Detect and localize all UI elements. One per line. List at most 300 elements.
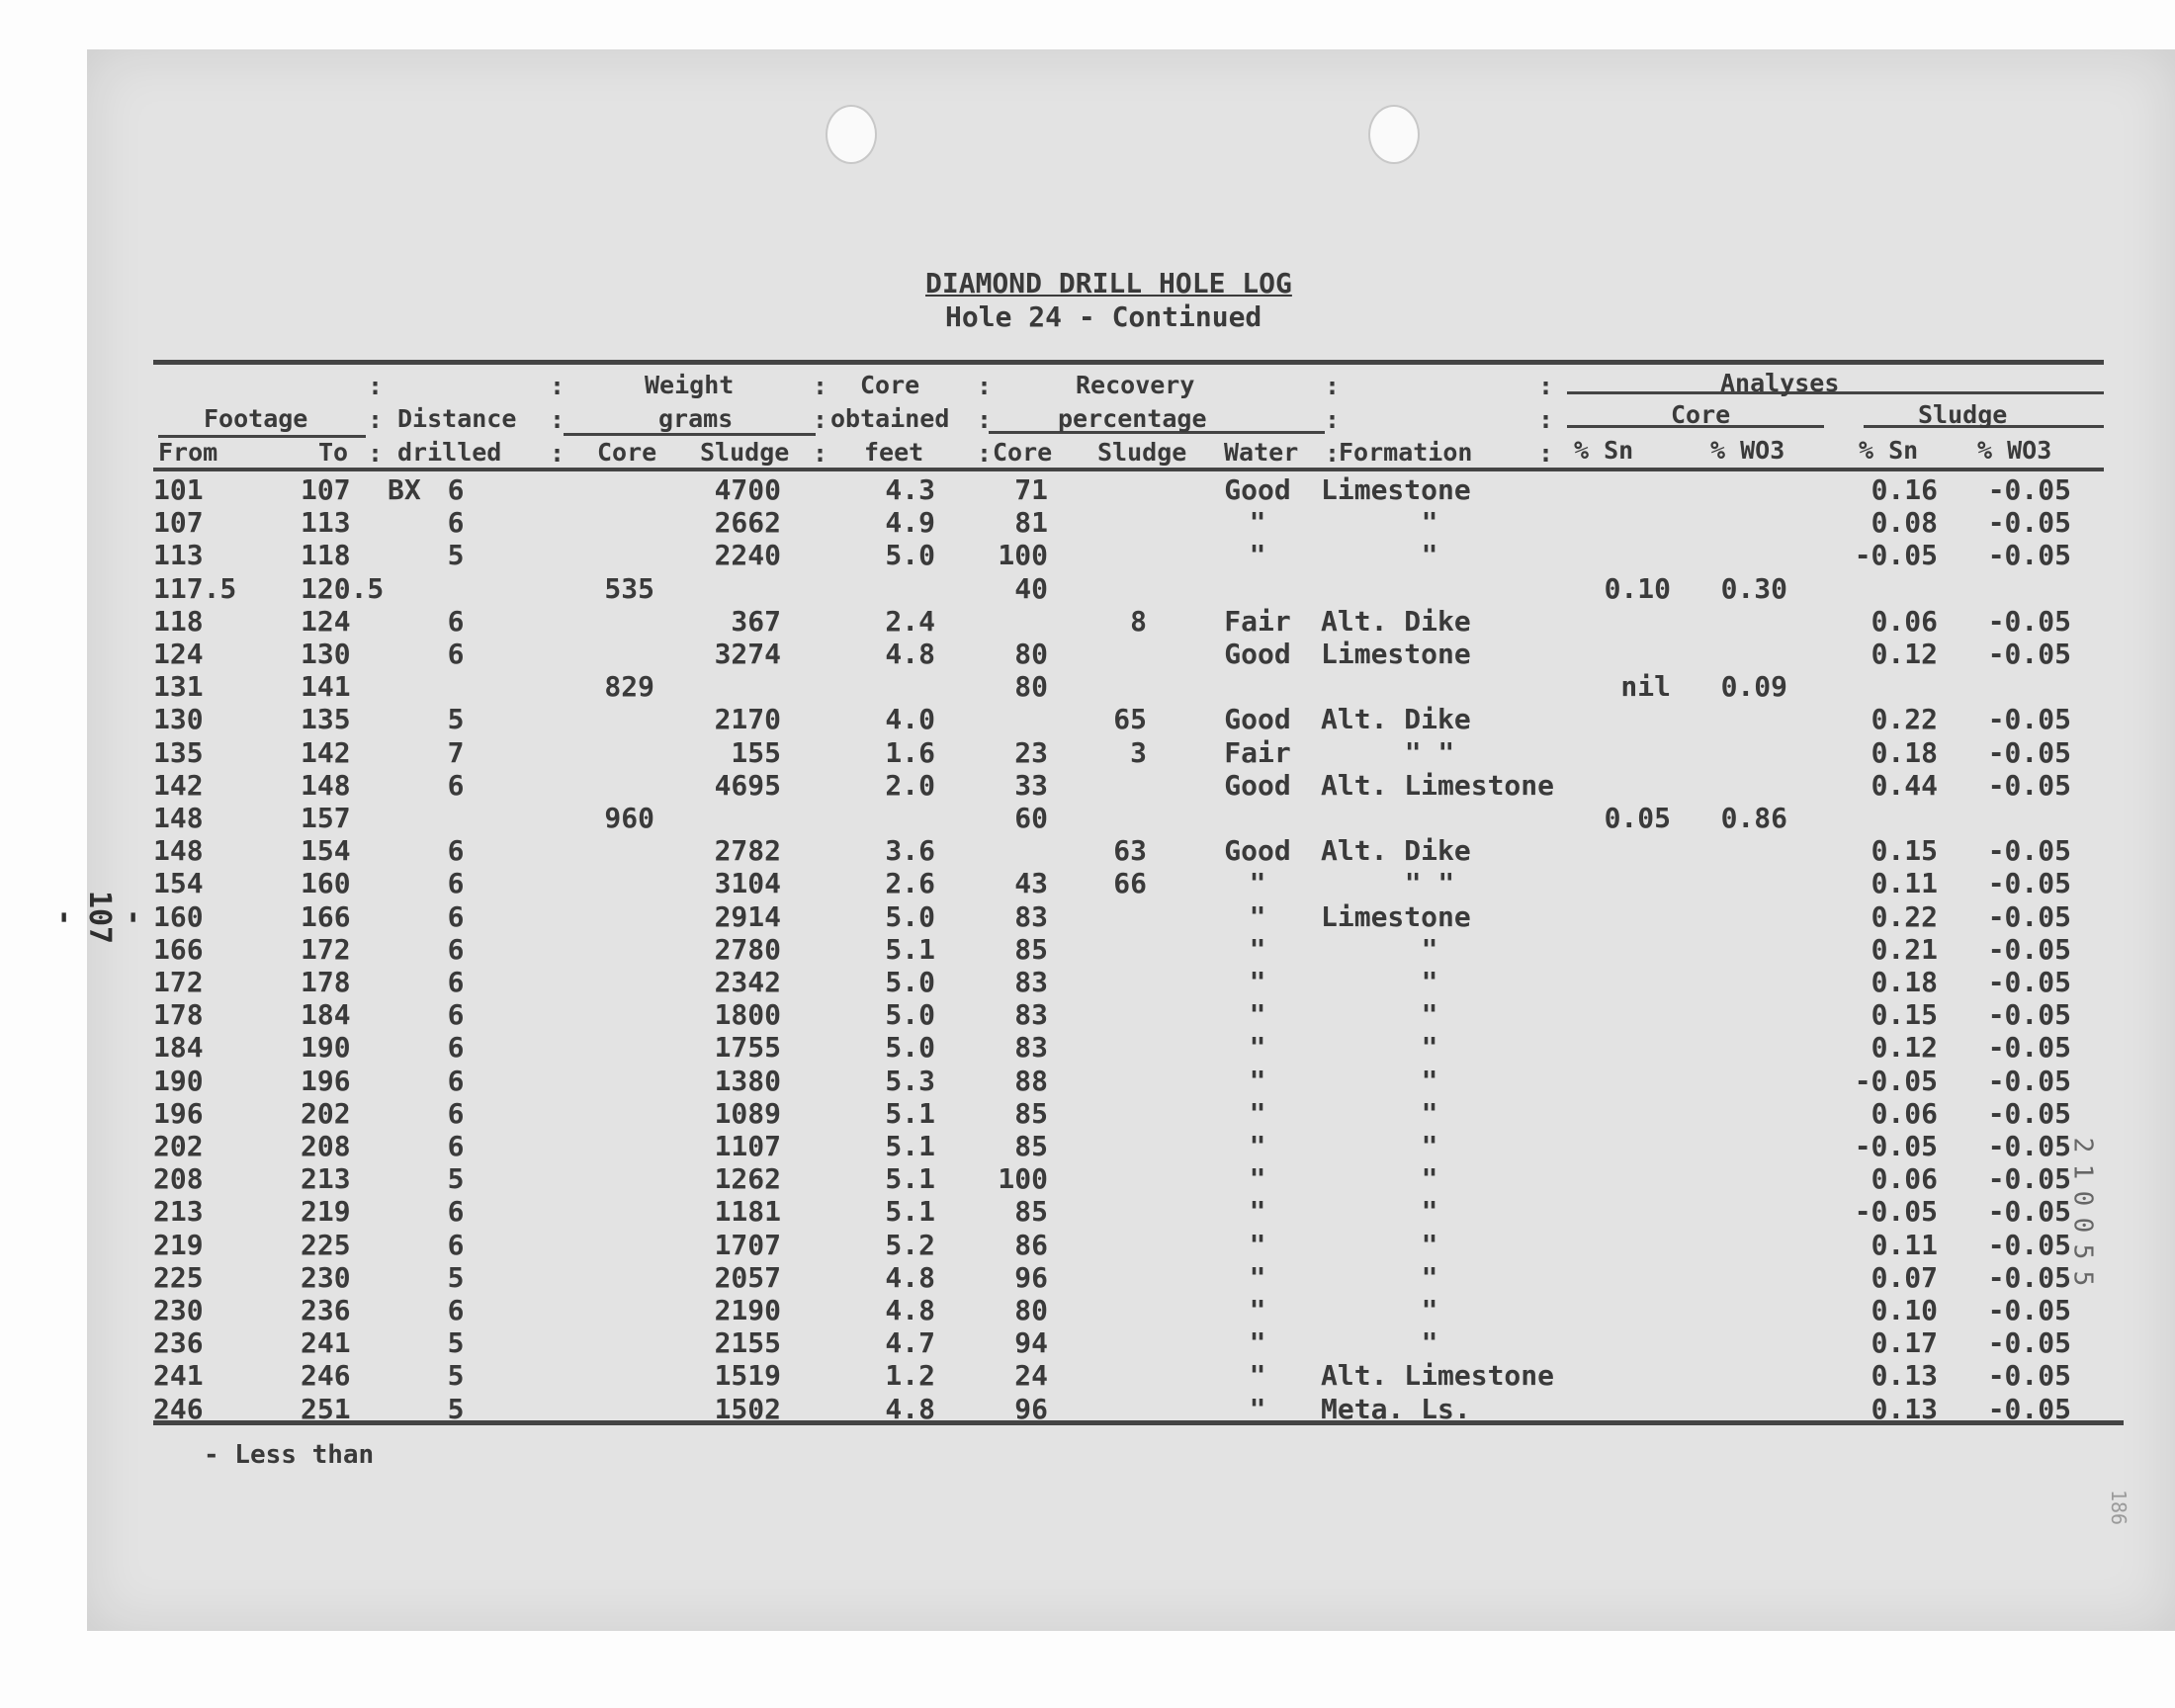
cell-c-sn: 0.05 bbox=[1604, 802, 1671, 834]
cell-w-sludge: 155 bbox=[731, 736, 781, 769]
cell-s-wo3: -0.05 bbox=[1987, 1294, 2071, 1326]
cell-r-sludge: 63 bbox=[1113, 834, 1147, 867]
separator-colons-5: : : : bbox=[1325, 372, 1341, 468]
cell-r-core: 81 bbox=[1014, 506, 1048, 539]
cell-from: 246 bbox=[153, 1393, 204, 1425]
margin-digit: 0 bbox=[2067, 1190, 2098, 1207]
header-distance: Distance bbox=[397, 404, 517, 433]
cell-s-sn: 0.15 bbox=[1870, 834, 1938, 867]
cell-to: 230 bbox=[301, 1261, 351, 1294]
cell-to: 225 bbox=[301, 1229, 351, 1261]
header-obtained: obtained bbox=[830, 404, 950, 433]
cell-s-wo3: -0.05 bbox=[1987, 998, 2071, 1031]
cell-feet: 4.9 bbox=[885, 506, 935, 539]
cell-s-sn: 0.13 bbox=[1870, 1359, 1938, 1392]
header-analyses: Analyses bbox=[1720, 369, 1840, 397]
cell-s-sn: 0.11 bbox=[1870, 1229, 1938, 1261]
cell-formation: " " bbox=[1404, 736, 1455, 769]
margin-digit: 2 bbox=[2067, 1137, 2098, 1153]
cell-dist: 6 bbox=[447, 867, 465, 899]
cell-s-sn: 0.06 bbox=[1870, 605, 1938, 638]
cell-to: 178 bbox=[301, 966, 351, 998]
cell-r-core: 71 bbox=[1014, 473, 1048, 506]
cell-feet: 5.3 bbox=[885, 1065, 935, 1097]
cell-water: Good bbox=[1224, 473, 1291, 506]
cell-feet: 4.8 bbox=[885, 638, 935, 670]
cell-s-wo3: -0.05 bbox=[1987, 1130, 2071, 1162]
cell-dist: 5 bbox=[447, 703, 465, 735]
cell-water: " bbox=[1249, 1195, 1266, 1228]
cell-from: 241 bbox=[153, 1359, 204, 1392]
cell-r-core: 88 bbox=[1014, 1065, 1048, 1097]
cell-feet: 2.6 bbox=[885, 867, 935, 899]
cell-feet: 5.1 bbox=[885, 1195, 935, 1228]
cell-water: Good bbox=[1224, 638, 1291, 670]
header-core-wo3: % WO3 bbox=[1710, 436, 1785, 465]
cell-s-wo3: -0.05 bbox=[1987, 834, 2071, 867]
cell-s-sn: -0.05 bbox=[1854, 1130, 1938, 1162]
cell-dist: 5 bbox=[447, 1162, 465, 1195]
cell-s-sn: -0.05 bbox=[1854, 539, 1938, 571]
page-number: - 107 - bbox=[47, 890, 151, 945]
cell-dist: 6 bbox=[447, 473, 465, 506]
cell-r-core: 40 bbox=[1014, 572, 1048, 605]
cell-feet: 3.6 bbox=[885, 834, 935, 867]
cell-from: 113 bbox=[153, 539, 204, 571]
cell-to: 124 bbox=[301, 605, 351, 638]
margin-digit: 5 bbox=[2067, 1270, 2098, 1287]
cell-s-sn: 0.18 bbox=[1870, 736, 1938, 769]
cell-to: 120.5 bbox=[301, 572, 385, 605]
cell-w-sludge: 1502 bbox=[714, 1393, 781, 1425]
cell-to: 202 bbox=[301, 1097, 351, 1130]
cell-r-core: 85 bbox=[1014, 1130, 1048, 1162]
cell-w-sludge: 1755 bbox=[714, 1031, 781, 1064]
cell-water: Good bbox=[1224, 834, 1291, 867]
cell-formation: " bbox=[1421, 1294, 1438, 1326]
cell-formation: " bbox=[1421, 1031, 1438, 1064]
cell-dist: 5 bbox=[447, 1393, 465, 1425]
margin-digit: 0 bbox=[2067, 1217, 2098, 1234]
cell-s-wo3: -0.05 bbox=[1987, 1261, 2071, 1294]
cell-water: " bbox=[1249, 966, 1266, 998]
cell-w-sludge: 367 bbox=[731, 605, 781, 638]
cell-s-sn: 0.21 bbox=[1870, 933, 1938, 966]
cell-bx: BX bbox=[388, 473, 421, 506]
cell-dist: 5 bbox=[447, 1261, 465, 1294]
cell-formation: Meta. Ls. bbox=[1321, 1393, 1471, 1425]
document-subtitle: Hole 24 - Continued bbox=[945, 300, 1262, 333]
cell-water: " bbox=[1249, 1031, 1266, 1064]
cell-r-core: 85 bbox=[1014, 1097, 1048, 1130]
cell-w-core: 829 bbox=[604, 670, 654, 703]
cell-from: 178 bbox=[153, 998, 204, 1031]
cell-from: 154 bbox=[153, 867, 204, 899]
cell-dist: 5 bbox=[447, 1359, 465, 1392]
cell-r-core: 100 bbox=[998, 539, 1048, 571]
cell-from: 142 bbox=[153, 769, 204, 802]
cell-w-sludge: 2190 bbox=[714, 1294, 781, 1326]
header-sludge-sn: % Sn bbox=[1859, 436, 1919, 465]
cell-w-sludge: 1519 bbox=[714, 1359, 781, 1392]
cell-feet: 4.7 bbox=[885, 1326, 935, 1359]
cell-water: Fair bbox=[1224, 736, 1291, 769]
cell-s-wo3: -0.05 bbox=[1987, 1065, 2071, 1097]
cell-c-sn: nil bbox=[1620, 670, 1671, 703]
punch-hole-left bbox=[826, 105, 877, 164]
cell-s-wo3: -0.05 bbox=[1987, 736, 2071, 769]
cell-from: 190 bbox=[153, 1065, 204, 1097]
cell-formation: " bbox=[1421, 1097, 1438, 1130]
separator-colons-3: : : : bbox=[813, 372, 828, 468]
cell-s-wo3: -0.05 bbox=[1987, 966, 2071, 998]
cell-w-sludge: 2057 bbox=[714, 1261, 781, 1294]
cell-formation: " bbox=[1421, 966, 1438, 998]
cell-to: 157 bbox=[301, 802, 351, 834]
cell-dist: 6 bbox=[447, 605, 465, 638]
cell-s-sn: 0.44 bbox=[1870, 769, 1938, 802]
cell-w-sludge: 3274 bbox=[714, 638, 781, 670]
cell-water: " bbox=[1249, 1097, 1266, 1130]
cell-s-wo3: -0.05 bbox=[1987, 703, 2071, 735]
cell-s-sn: -0.05 bbox=[1854, 1065, 1938, 1097]
cell-from: 225 bbox=[153, 1261, 204, 1294]
header-weight-core: Core bbox=[597, 438, 657, 467]
cell-w-sludge: 1707 bbox=[714, 1229, 781, 1261]
cell-to: 190 bbox=[301, 1031, 351, 1064]
cell-water: " bbox=[1249, 1261, 1266, 1294]
cell-w-sludge: 4695 bbox=[714, 769, 781, 802]
cell-dist: 5 bbox=[447, 539, 465, 571]
cell-s-sn: 0.13 bbox=[1870, 1393, 1938, 1425]
cell-dist: 6 bbox=[447, 1195, 465, 1228]
cell-to: 219 bbox=[301, 1195, 351, 1228]
cell-s-wo3: -0.05 bbox=[1987, 473, 2071, 506]
cell-water: " bbox=[1249, 867, 1266, 899]
cell-s-wo3: -0.05 bbox=[1987, 1162, 2071, 1195]
cell-water: " bbox=[1249, 1359, 1266, 1392]
cell-s-wo3: -0.05 bbox=[1987, 1326, 2071, 1359]
cell-w-sludge: 1181 bbox=[714, 1195, 781, 1228]
cell-s-sn: 0.06 bbox=[1870, 1097, 1938, 1130]
cell-r-core: 96 bbox=[1014, 1393, 1048, 1425]
cell-to: 246 bbox=[301, 1359, 351, 1392]
cell-s-sn: 0.16 bbox=[1870, 473, 1938, 506]
cell-from: 148 bbox=[153, 802, 204, 834]
cell-from: 148 bbox=[153, 834, 204, 867]
table-top-rule bbox=[153, 360, 2104, 365]
header-recovery-core: Core bbox=[993, 438, 1053, 467]
cell-w-sludge: 4700 bbox=[714, 473, 781, 506]
cell-to: 213 bbox=[301, 1162, 351, 1195]
cell-formation: " bbox=[1421, 1130, 1438, 1162]
header-drilled: drilled bbox=[397, 438, 502, 467]
cell-dist: 6 bbox=[447, 1065, 465, 1097]
cell-feet: 4.8 bbox=[885, 1261, 935, 1294]
cell-to: 251 bbox=[301, 1393, 351, 1425]
cell-to: 172 bbox=[301, 933, 351, 966]
cell-s-sn: 0.12 bbox=[1870, 1031, 1938, 1064]
cell-to: 208 bbox=[301, 1130, 351, 1162]
cell-dist: 6 bbox=[447, 1294, 465, 1326]
cell-s-sn: 0.10 bbox=[1870, 1294, 1938, 1326]
cell-from: 230 bbox=[153, 1294, 204, 1326]
footnote-less-than: - Less than bbox=[204, 1440, 375, 1470]
cell-from: 196 bbox=[153, 1097, 204, 1130]
cell-to: 107 bbox=[301, 473, 351, 506]
cell-formation: " bbox=[1421, 933, 1438, 966]
cell-r-core: 33 bbox=[1014, 769, 1048, 802]
cell-r-core: 83 bbox=[1014, 966, 1048, 998]
cell-to: 166 bbox=[301, 900, 351, 933]
cell-s-sn: 0.22 bbox=[1870, 900, 1938, 933]
cell-s-wo3: -0.05 bbox=[1987, 506, 2071, 539]
cell-dist: 7 bbox=[447, 736, 465, 769]
cell-r-core: 43 bbox=[1014, 867, 1048, 899]
cell-dist: 6 bbox=[447, 834, 465, 867]
cell-from: 219 bbox=[153, 1229, 204, 1261]
cell-dist: 6 bbox=[447, 1031, 465, 1064]
cell-to: 160 bbox=[301, 867, 351, 899]
cell-c-wo3: 0.30 bbox=[1720, 572, 1787, 605]
cell-formation: Limestone bbox=[1321, 638, 1471, 670]
header-sludge-wo3: % WO3 bbox=[1977, 436, 2052, 465]
cell-formation: Alt. Limestone bbox=[1321, 1359, 1555, 1392]
cell-formation: Alt. Dike bbox=[1321, 605, 1471, 638]
cell-from: 130 bbox=[153, 703, 204, 735]
cell-to: 236 bbox=[301, 1294, 351, 1326]
cell-formation: " bbox=[1421, 1326, 1438, 1359]
cell-water: " bbox=[1249, 900, 1266, 933]
cell-r-core: 86 bbox=[1014, 1229, 1048, 1261]
cell-feet: 5.1 bbox=[885, 1130, 935, 1162]
cell-feet: 5.2 bbox=[885, 1229, 935, 1261]
header-core-sn: % Sn bbox=[1574, 436, 1634, 465]
cell-to: 196 bbox=[301, 1065, 351, 1097]
cell-to: 154 bbox=[301, 834, 351, 867]
cell-r-core: 85 bbox=[1014, 1195, 1048, 1228]
punch-hole-right bbox=[1368, 105, 1420, 164]
cell-s-sn: 0.18 bbox=[1870, 966, 1938, 998]
cell-w-sludge: 2155 bbox=[714, 1326, 781, 1359]
cell-c-wo3: 0.86 bbox=[1720, 802, 1787, 834]
cell-to: 141 bbox=[301, 670, 351, 703]
cell-r-sludge: 3 bbox=[1130, 736, 1147, 769]
cell-r-core: 80 bbox=[1014, 670, 1048, 703]
cell-feet: 4.0 bbox=[885, 703, 935, 735]
cell-from: 118 bbox=[153, 605, 204, 638]
cell-feet: 1.6 bbox=[885, 736, 935, 769]
cell-s-wo3: -0.05 bbox=[1987, 1229, 2071, 1261]
cell-w-sludge: 2782 bbox=[714, 834, 781, 867]
cell-s-sn: 0.11 bbox=[1870, 867, 1938, 899]
cell-from: 131 bbox=[153, 670, 204, 703]
header-water: Water bbox=[1224, 438, 1299, 467]
cell-c-sn: 0.10 bbox=[1604, 572, 1671, 605]
cell-feet: 1.2 bbox=[885, 1359, 935, 1392]
header-feet: feet bbox=[864, 438, 924, 467]
cell-feet: 5.0 bbox=[885, 900, 935, 933]
cell-formation: " bbox=[1421, 1195, 1438, 1228]
cell-feet: 5.0 bbox=[885, 998, 935, 1031]
cell-water: " bbox=[1249, 539, 1266, 571]
cell-feet: 2.0 bbox=[885, 769, 935, 802]
cell-feet: 5.0 bbox=[885, 966, 935, 998]
cell-to: 130 bbox=[301, 638, 351, 670]
header-footage: Footage bbox=[204, 404, 308, 433]
cell-formation: " bbox=[1421, 998, 1438, 1031]
cell-to: 184 bbox=[301, 998, 351, 1031]
cell-s-sn: 0.17 bbox=[1870, 1326, 1938, 1359]
header-analyses-sludge: Sludge bbox=[1918, 400, 2008, 429]
document-title: DIAMOND DRILL HOLE LOG bbox=[925, 267, 1292, 299]
header-formation: Formation bbox=[1339, 438, 1473, 467]
cell-from: 208 bbox=[153, 1162, 204, 1195]
cell-feet: 4.8 bbox=[885, 1294, 935, 1326]
cell-w-sludge: 2914 bbox=[714, 900, 781, 933]
cell-s-sn: 0.07 bbox=[1870, 1261, 1938, 1294]
cell-dist: 5 bbox=[447, 1326, 465, 1359]
cell-to: 135 bbox=[301, 703, 351, 735]
cell-s-wo3: -0.05 bbox=[1987, 867, 2071, 899]
cell-water: " bbox=[1249, 1393, 1266, 1425]
cell-r-core: 100 bbox=[998, 1162, 1048, 1195]
cell-from: 101 bbox=[153, 473, 204, 506]
cell-to: 113 bbox=[301, 506, 351, 539]
cell-r-core: 83 bbox=[1014, 998, 1048, 1031]
cell-s-wo3: -0.05 bbox=[1987, 900, 2071, 933]
cell-s-wo3: -0.05 bbox=[1987, 638, 2071, 670]
cell-dist: 6 bbox=[447, 769, 465, 802]
cell-w-sludge: 2780 bbox=[714, 933, 781, 966]
cell-from: 184 bbox=[153, 1031, 204, 1064]
cell-water: Good bbox=[1224, 769, 1291, 802]
cell-formation: " bbox=[1421, 1261, 1438, 1294]
cell-to: 118 bbox=[301, 539, 351, 571]
cell-water: " bbox=[1249, 1229, 1266, 1261]
cell-s-wo3: -0.05 bbox=[1987, 1097, 2071, 1130]
header-weight-sludge: Sludge bbox=[700, 438, 790, 467]
cell-s-sn: 0.06 bbox=[1870, 1162, 1938, 1195]
cell-formation: " bbox=[1421, 1065, 1438, 1097]
header-grams: grams bbox=[658, 404, 734, 433]
cell-r-core: 60 bbox=[1014, 802, 1048, 834]
cell-feet: 5.0 bbox=[885, 539, 935, 571]
cell-water: Good bbox=[1224, 703, 1291, 735]
cell-water: " bbox=[1249, 1130, 1266, 1162]
cell-formation: " bbox=[1421, 1162, 1438, 1195]
cell-dist: 6 bbox=[447, 900, 465, 933]
cell-w-sludge: 2170 bbox=[714, 703, 781, 735]
cell-feet: 4.8 bbox=[885, 1393, 935, 1425]
cell-from: 124 bbox=[153, 638, 204, 670]
cell-s-wo3: -0.05 bbox=[1987, 933, 2071, 966]
cell-dist: 6 bbox=[447, 506, 465, 539]
header-to: To bbox=[318, 438, 349, 467]
cell-s-wo3: -0.05 bbox=[1987, 769, 2071, 802]
margin-handwritten-digits bbox=[2062, 1132, 2102, 1290]
cell-formation: " " bbox=[1404, 867, 1455, 899]
cell-c-wo3: 0.09 bbox=[1720, 670, 1787, 703]
cell-dist: 6 bbox=[447, 933, 465, 966]
cell-from: 135 bbox=[153, 736, 204, 769]
cell-s-wo3: -0.05 bbox=[1987, 1031, 2071, 1064]
cell-r-core: 83 bbox=[1014, 1031, 1048, 1064]
cell-formation: Alt. Dike bbox=[1321, 703, 1471, 735]
cell-water: " bbox=[1249, 1162, 1266, 1195]
cell-w-core: 535 bbox=[604, 572, 654, 605]
cell-water: " bbox=[1249, 933, 1266, 966]
cell-feet: 5.1 bbox=[885, 1162, 935, 1195]
cell-to: 142 bbox=[301, 736, 351, 769]
separator-colons-2: : : : bbox=[550, 372, 566, 468]
cell-r-core: 23 bbox=[1014, 736, 1048, 769]
cell-r-sludge: 8 bbox=[1130, 605, 1147, 638]
cell-from: 172 bbox=[153, 966, 204, 998]
cell-w-sludge: 1262 bbox=[714, 1162, 781, 1195]
cell-formation: Limestone bbox=[1321, 900, 1471, 933]
cell-feet: 4.3 bbox=[885, 473, 935, 506]
header-recovery: Recovery bbox=[1076, 371, 1195, 399]
header-weight: Weight bbox=[645, 371, 735, 399]
cell-r-core: 83 bbox=[1014, 900, 1048, 933]
cell-dist: 6 bbox=[447, 1229, 465, 1261]
cell-w-sludge: 1800 bbox=[714, 998, 781, 1031]
cell-s-wo3: -0.05 bbox=[1987, 1393, 2071, 1425]
separator-colons-6: : : : bbox=[1538, 372, 1554, 468]
cell-r-core: 96 bbox=[1014, 1261, 1048, 1294]
cell-w-sludge: 1380 bbox=[714, 1065, 781, 1097]
cell-water: Fair bbox=[1224, 605, 1291, 638]
cell-s-sn: 0.22 bbox=[1870, 703, 1938, 735]
cell-feet: 5.1 bbox=[885, 933, 935, 966]
cell-r-core: 24 bbox=[1014, 1359, 1048, 1392]
margin-digit: 5 bbox=[2067, 1243, 2098, 1260]
cell-water: " bbox=[1249, 1065, 1266, 1097]
cell-w-sludge: 2342 bbox=[714, 966, 781, 998]
cell-w-sludge: 1107 bbox=[714, 1130, 781, 1162]
cell-s-wo3: -0.05 bbox=[1987, 539, 2071, 571]
stamp-number: 186 bbox=[2107, 1489, 2131, 1526]
cell-w-sludge: 2240 bbox=[714, 539, 781, 571]
header-recovery-sludge: Sludge bbox=[1097, 438, 1187, 467]
cell-from: 202 bbox=[153, 1130, 204, 1162]
cell-water: " bbox=[1249, 1294, 1266, 1326]
cell-water: " bbox=[1249, 1326, 1266, 1359]
cell-w-core: 960 bbox=[604, 802, 654, 834]
margin-digit: 1 bbox=[2067, 1163, 2098, 1180]
cell-s-wo3: -0.05 bbox=[1987, 605, 2071, 638]
cell-dist: 6 bbox=[447, 1097, 465, 1130]
cell-water: " bbox=[1249, 506, 1266, 539]
cell-w-sludge: 3104 bbox=[714, 867, 781, 899]
cell-formation: " bbox=[1421, 506, 1438, 539]
cell-s-sn: -0.05 bbox=[1854, 1195, 1938, 1228]
cell-from: 117.5 bbox=[153, 572, 237, 605]
cell-feet: 5.0 bbox=[885, 1031, 935, 1064]
cell-from: 107 bbox=[153, 506, 204, 539]
cell-r-core: 94 bbox=[1014, 1326, 1048, 1359]
header-analyses-core: Core bbox=[1671, 400, 1731, 429]
header-core-obtained-1: Core bbox=[860, 371, 920, 399]
cell-w-sludge: 1089 bbox=[714, 1097, 781, 1130]
header-from: From bbox=[158, 438, 218, 467]
cell-r-sludge: 66 bbox=[1113, 867, 1147, 899]
cell-to: 241 bbox=[301, 1326, 351, 1359]
cell-dist: 6 bbox=[447, 966, 465, 998]
cell-from: 166 bbox=[153, 933, 204, 966]
cell-r-core: 80 bbox=[1014, 638, 1048, 670]
